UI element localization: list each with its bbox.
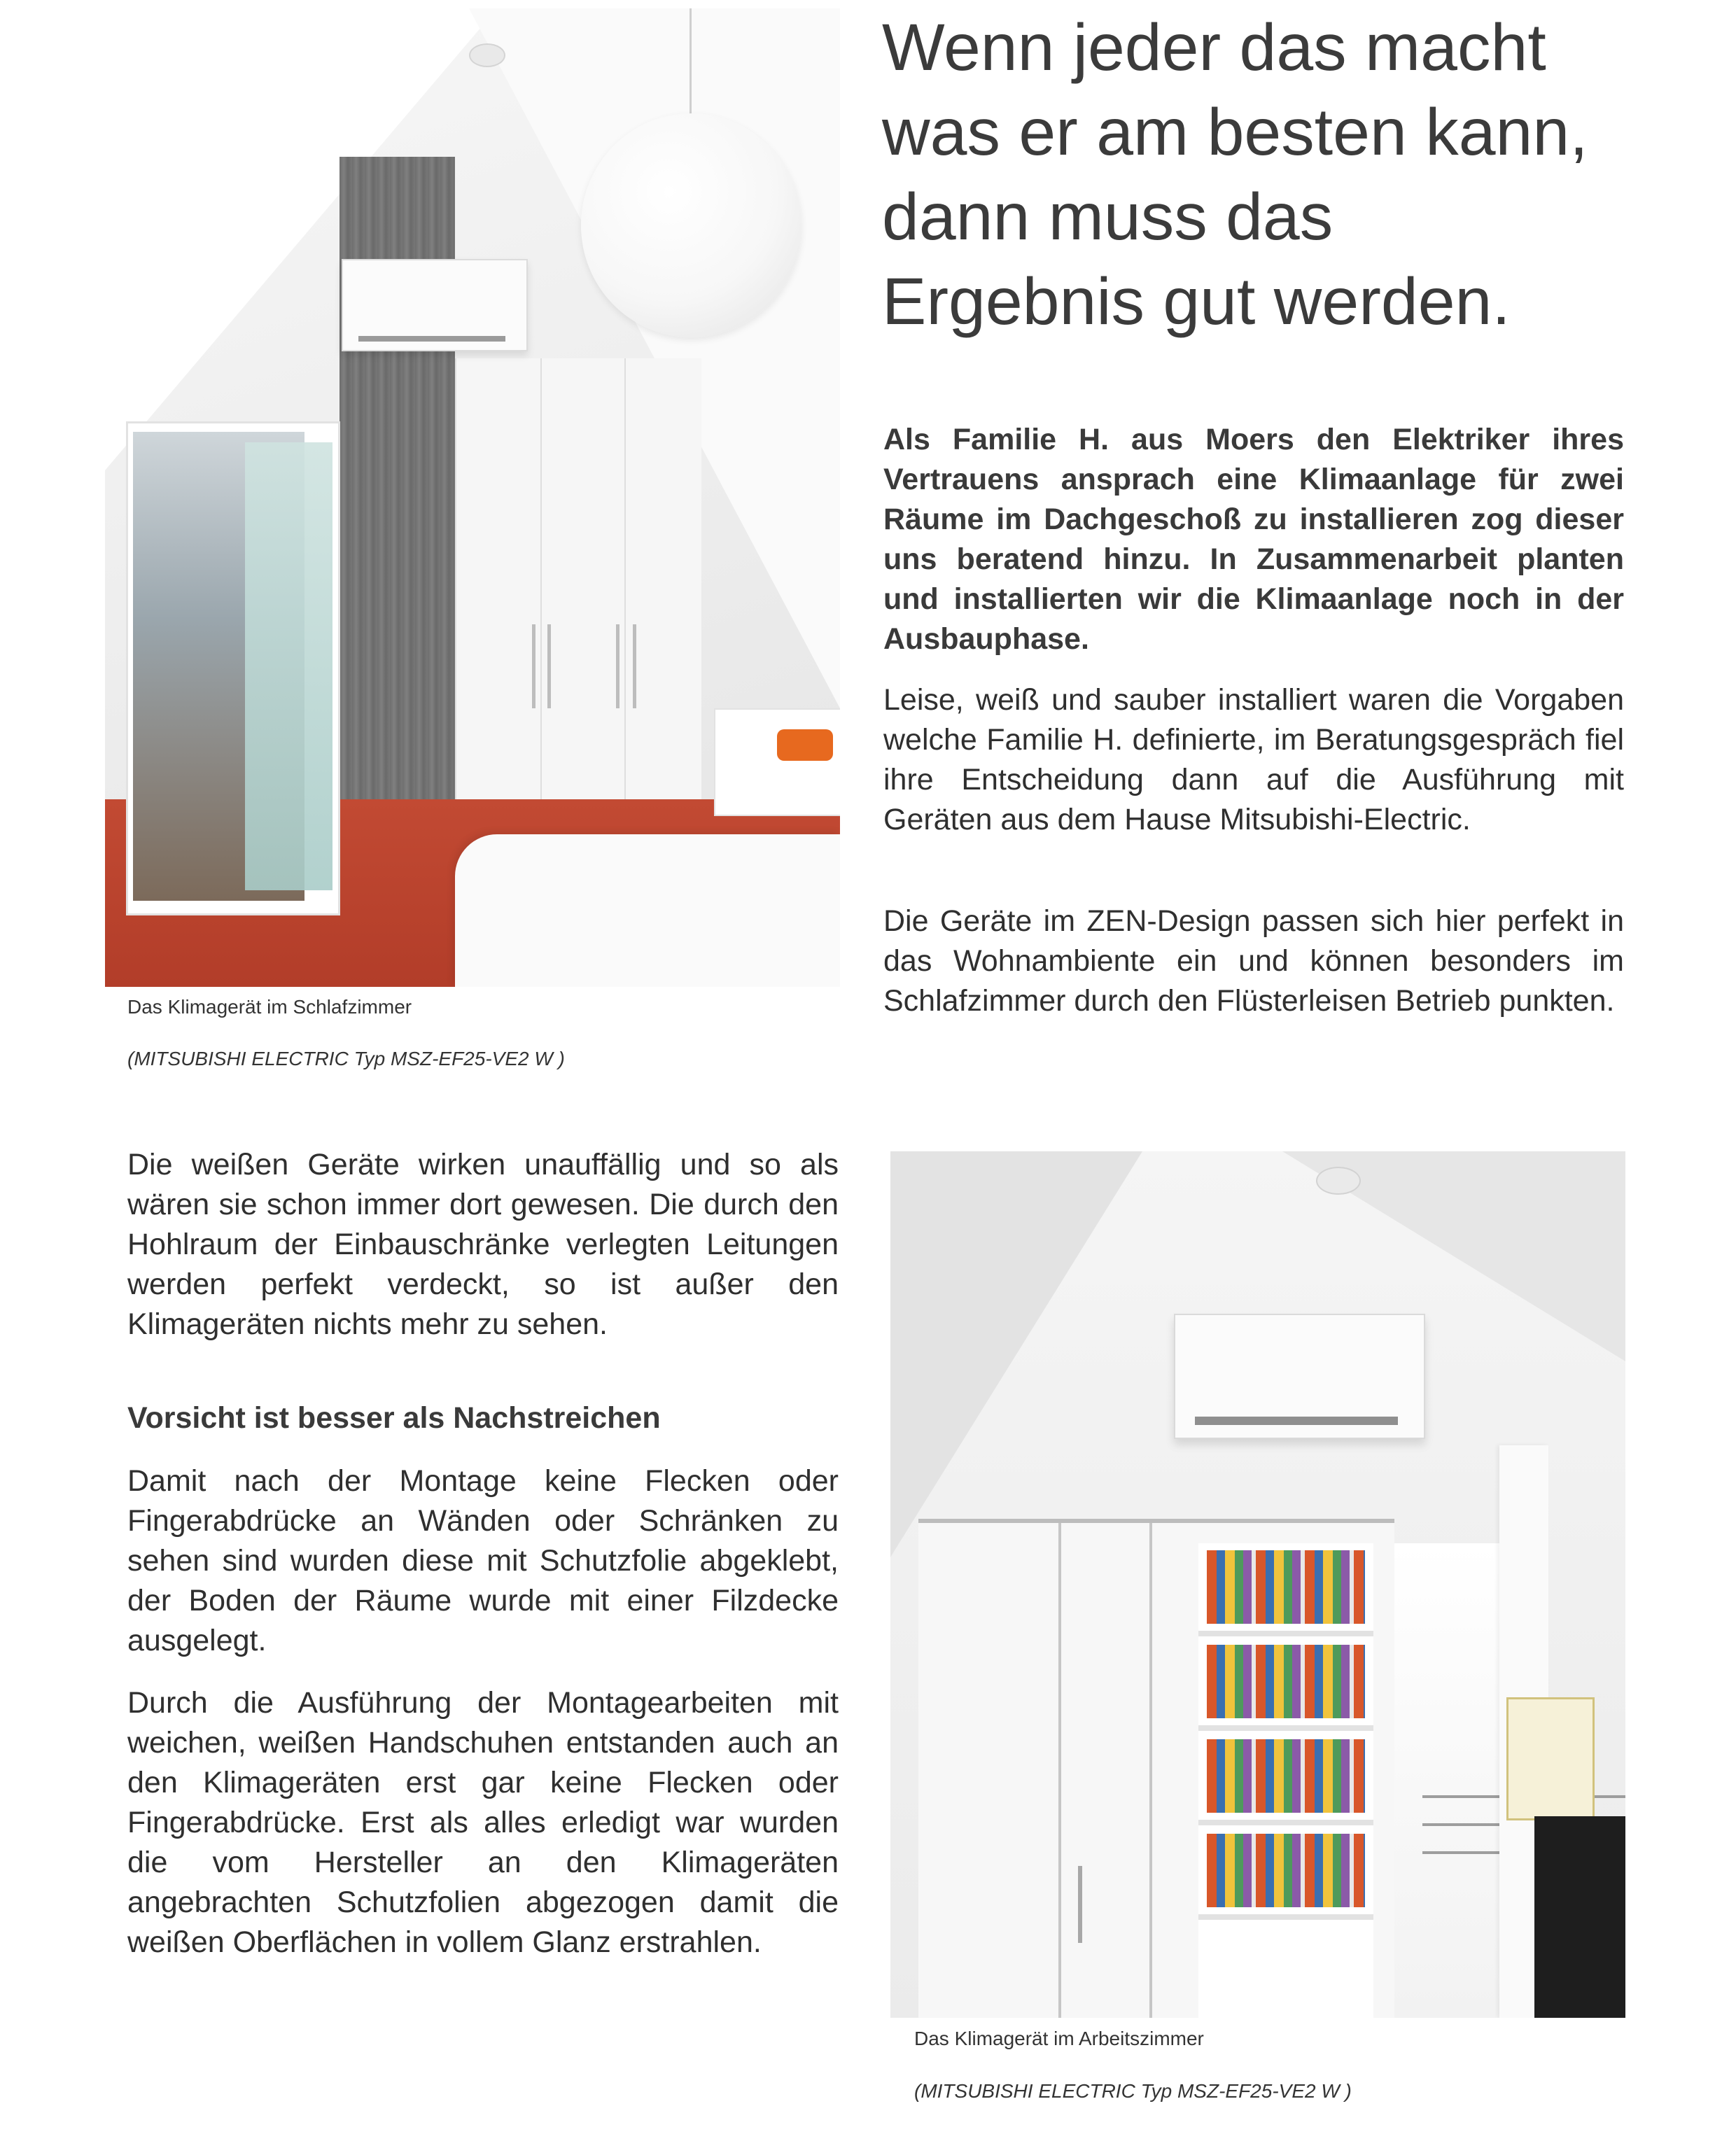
body-paragraph-2: Damit nach der Montage keine Flecken oder Fingerabdrücke an Wänden oder Schränken zu sehen sind wurden diese mit Schutzfolie abgeklebt, der Boden der Räume wurde mit einer Filzdecke ausgelegt. (127, 1464, 839, 1657)
wardrobe-divider (1058, 1523, 1061, 2018)
lamp-cord (690, 8, 692, 127)
book-row (1207, 1739, 1365, 1813)
monitor (1534, 1816, 1625, 2018)
photo1-caption: Das Klimagerät im Schlafzimmer (127, 996, 412, 1018)
photo-roof-beam (890, 1151, 1142, 1557)
air-conditioner-unit (342, 259, 528, 351)
section-subheading: Vorsicht ist besser als Nachstreichen (127, 1401, 661, 1435)
page-title (882, 6, 1659, 344)
book-row (1207, 1645, 1365, 1718)
wardrobe-seam (624, 358, 626, 862)
air-conditioner-unit (1174, 1314, 1425, 1439)
title-line: Wenn jeder das macht (882, 10, 1546, 85)
wardrobe-handle (1078, 1866, 1082, 1943)
glass-door (245, 442, 332, 890)
wardrobe-handle (633, 624, 636, 708)
intro-paragraph-2: Leise, weiß und sauber installiert waren die Vorgaben welche Familie H. definierte, im Beratungsgespräch fiel ihre Entscheidung dann auf die Ausführung mit Geräten aus dem Hause Mitsubishi-Electric. (883, 683, 1624, 836)
title-line: dann muss das (882, 180, 1334, 254)
body-paragraph-3: Durch die Ausführung der Montagearbeiten mit weichen, weißen Handschuhen entstanden auch an den Klimageräten erst gar keine Flecken oder Fingerabdrücke. Erst als alles erledigt war wurden die vom Hersteller an den Klimageräten angebrachten Schutzfolien abgezogen damit die weißen Oberflächen in vollem Glanz erstrahlen. (127, 1686, 839, 1959)
smoke-detector (1316, 1167, 1361, 1195)
intro-paragraph-3: Die Geräte im ZEN-Design passen sich hier perfekt in das Wohnambiente ein und können besonders im Schlafzimmer durch den Flüsterleisen Betrieb punkten. (883, 904, 1624, 1018)
orange-bag (777, 729, 833, 761)
title-line: Ergebnis gut werden. (882, 265, 1511, 339)
wardrobe-handle (532, 624, 536, 708)
wardrobe-handle (616, 624, 620, 708)
shelf-board (1198, 1631, 1373, 1636)
shelf-board (1198, 1725, 1373, 1731)
intro-bold-paragraph: Als Familie H. aus Moers den Elektriker ihres Vertrauens ansprach eine Klimaanlage für zwei Räume im Dachgeschoß zu installieren zog dieser uns beratend hinzu. In Zusammenarbeit planten und installierten wir die Klimaanlage noch in der Ausbauphase. (883, 423, 1624, 656)
shelf-board (1198, 1820, 1373, 1825)
title-line: was er am besten kann, (882, 95, 1588, 169)
chair (714, 708, 840, 816)
photo1-model: (MITSUBISHI ELECTRIC Typ MSZ-EF25-VE2 W ) (127, 1048, 565, 1069)
built-in-wardrobe (455, 358, 701, 862)
wardrobe-seam (540, 358, 542, 862)
bookshelf (1198, 1543, 1373, 2018)
ac-vent (1195, 1417, 1398, 1425)
ac-vent (358, 336, 505, 342)
photo2-caption: Das Klimagerät im Arbeitszimmer (914, 2028, 1204, 2049)
book-row (1207, 1834, 1365, 1907)
wardrobe-divider (1149, 1523, 1152, 2018)
window (1394, 1543, 1499, 2018)
child-drawing (1506, 1697, 1595, 1820)
smoke-detector (469, 43, 505, 67)
shelf-board (1198, 1914, 1373, 1920)
photo2-model: (MITSUBISHI ELECTRIC Typ MSZ-EF25-VE2 W ) (914, 2080, 1352, 2102)
bedroom-photo (105, 8, 840, 987)
book-row (1207, 1550, 1365, 1624)
body-paragraph-1: Die weißen Geräte wirken unauffällig und so als wären sie schon immer dort gewesen. Die durch den Hohlraum der Einbauschränke verlegten Leitungen werden perfekt verdeckt, so ist außer den Klimageräten nichts mehr zu sehen. (127, 1148, 839, 1341)
pendant-lamp (581, 113, 802, 337)
wardrobe-handle (547, 624, 551, 708)
bed (455, 834, 840, 987)
study-photo (890, 1151, 1625, 2018)
